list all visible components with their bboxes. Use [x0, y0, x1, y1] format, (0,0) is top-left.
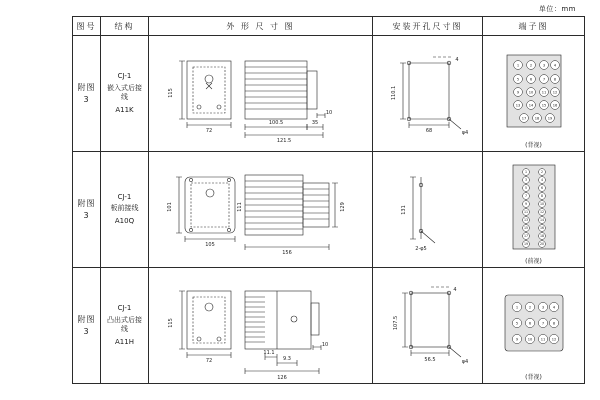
- svg-text:10: 10: [527, 336, 533, 341]
- terminal-svg-2: [483, 153, 585, 267]
- unit-note: 单位：mm: [538, 5, 576, 13]
- svg-text:2: 2: [528, 304, 532, 309]
- svg-text:10: 10: [528, 89, 534, 94]
- header-outline: 外 形 尺 寸 图: [149, 17, 373, 36]
- struct-code2: A11K: [115, 105, 134, 114]
- svg-text:7: 7: [541, 320, 545, 325]
- svg-text:9: 9: [515, 336, 519, 341]
- fig-no-label: 附图 3: [77, 82, 96, 104]
- mount-drawing-1: [373, 37, 482, 151]
- cell-struct: [101, 268, 149, 384]
- table-row: [73, 152, 585, 268]
- svg-text:16: 16: [539, 225, 545, 230]
- svg-text:72: 72: [205, 127, 213, 134]
- mount-drawing-2: [373, 153, 482, 267]
- header-struct: 结构: [101, 17, 149, 36]
- cell-fig-no: [73, 36, 101, 152]
- svg-text:4: 4: [552, 304, 556, 309]
- svg-text:14: 14: [528, 102, 534, 107]
- svg-text:10: 10: [321, 341, 329, 348]
- cell-mount: [373, 152, 483, 268]
- fig-no-label: 附图 3: [77, 314, 96, 336]
- svg-text:6: 6: [529, 76, 533, 81]
- svg-text:9: 9: [516, 89, 520, 94]
- table-body: [73, 36, 585, 384]
- svg-text:10: 10: [539, 201, 545, 206]
- svg-text:19: 19: [523, 241, 529, 246]
- terminal-svg-1: [483, 37, 585, 151]
- cell-terminal: [483, 36, 585, 152]
- struct-zh: 板前接线: [110, 204, 139, 213]
- svg-text:9: 9: [524, 201, 528, 206]
- terminal-drawing-3: [483, 269, 584, 383]
- svg-text:5: 5: [515, 320, 519, 325]
- cell-outline: [149, 36, 373, 152]
- struct-code: CJ-1: [117, 72, 132, 80]
- outline-svg-3: [149, 269, 373, 383]
- svg-text:68: 68: [425, 127, 433, 134]
- outline-svg-1: [149, 37, 373, 151]
- cell-mount: [373, 36, 483, 152]
- svg-text:8: 8: [553, 76, 557, 81]
- terminal-drawing-2: [483, 153, 584, 267]
- svg-text:3: 3: [524, 177, 528, 182]
- svg-text:6: 6: [528, 320, 532, 325]
- svg-text:115: 115: [168, 87, 174, 98]
- svg-text:11: 11: [523, 209, 529, 214]
- svg-text:19: 19: [547, 115, 553, 120]
- svg-text:15: 15: [541, 102, 547, 107]
- svg-text:6: 6: [540, 185, 544, 190]
- svg-text:4: 4: [553, 62, 557, 67]
- struct-code: CJ-1: [117, 304, 132, 312]
- struct-code: CJ-1: [117, 192, 132, 201]
- svg-text:φ4: φ4: [461, 358, 469, 365]
- svg-text:5: 5: [516, 76, 520, 81]
- svg-text:18: 18: [539, 233, 545, 238]
- svg-text:5: 5: [524, 185, 528, 190]
- terminal-caption: (前视): [525, 257, 542, 265]
- svg-text:72: 72: [205, 357, 213, 364]
- terminal-caption: (背视): [525, 373, 542, 381]
- cell-mount: [373, 268, 483, 384]
- svg-text:1: 1: [516, 62, 520, 67]
- svg-text:8: 8: [552, 320, 556, 325]
- svg-text:2: 2: [529, 62, 533, 67]
- outline-svg-2: [149, 153, 373, 267]
- svg-text:13: 13: [515, 102, 521, 107]
- outline-drawing-2: [149, 153, 372, 267]
- svg-text:3: 3: [542, 62, 546, 67]
- svg-text:11: 11: [540, 336, 546, 341]
- svg-text:10: 10: [325, 109, 333, 116]
- cell-struct: [101, 152, 149, 268]
- cell-fig-no: [73, 268, 101, 384]
- outline-drawing-3: [149, 269, 372, 383]
- spec-table: [72, 16, 585, 384]
- mount-svg-1: [373, 37, 483, 151]
- struct-info: [101, 302, 148, 349]
- terminal-caption: (背视): [525, 141, 542, 149]
- svg-text:105: 105: [205, 241, 215, 248]
- struct-code2: A10Q: [114, 216, 135, 225]
- table-row: [73, 268, 585, 384]
- header-terminal: 端子图: [483, 17, 585, 36]
- mount-svg-2: [373, 153, 483, 267]
- svg-text:12: 12: [551, 336, 557, 341]
- svg-text:4: 4: [455, 56, 459, 63]
- outline-drawing-1: [149, 37, 372, 151]
- table-head: [73, 17, 585, 36]
- struct-code2: A11H: [115, 337, 134, 346]
- svg-text:110.1: 110.1: [391, 85, 397, 100]
- svg-text:14: 14: [539, 217, 545, 222]
- cell-terminal: [483, 268, 585, 384]
- cell-outline: [149, 152, 373, 268]
- struct-zh: 嵌入式后接线: [107, 83, 142, 101]
- svg-text:15: 15: [523, 225, 529, 230]
- fig-no-label: 附图 3: [77, 198, 96, 220]
- struct-info: [101, 70, 148, 117]
- svg-text:2: 2: [540, 169, 544, 174]
- svg-text:1: 1: [515, 304, 519, 309]
- svg-text:121.5: 121.5: [276, 137, 292, 144]
- svg-text:100.5: 100.5: [268, 119, 284, 126]
- mount-drawing-3: [373, 269, 482, 383]
- cell-outline: [149, 268, 373, 384]
- svg-text:56.5: 56.5: [424, 356, 436, 363]
- svg-text:4: 4: [540, 177, 544, 182]
- svg-text:17: 17: [521, 115, 527, 120]
- svg-text:φ4: φ4: [461, 129, 469, 136]
- cell-fig-no: [73, 152, 101, 268]
- header-fig-no: 图号: [73, 17, 101, 36]
- svg-text:18: 18: [534, 115, 540, 120]
- svg-text:7: 7: [524, 193, 528, 198]
- svg-text:20: 20: [539, 241, 545, 246]
- svg-text:101: 101: [167, 201, 173, 212]
- svg-text:17: 17: [523, 233, 529, 238]
- svg-text:2-φ5: 2-φ5: [415, 245, 427, 252]
- svg-text:8: 8: [540, 193, 544, 198]
- svg-text:12: 12: [552, 89, 558, 94]
- svg-text:111: 111: [237, 201, 243, 212]
- struct-zh: 凸出式后接线: [107, 315, 142, 333]
- svg-text:11: 11: [541, 89, 547, 94]
- svg-text:11.1: 11.1: [263, 349, 275, 356]
- svg-text:131: 131: [401, 204, 407, 215]
- terminal-drawing-1: [483, 37, 584, 151]
- terminal-svg-3: [483, 269, 585, 383]
- svg-text:4: 4: [453, 286, 457, 293]
- svg-text:115: 115: [168, 317, 174, 328]
- svg-text:107.5: 107.5: [393, 315, 399, 330]
- svg-text:35: 35: [311, 119, 319, 126]
- mount-svg-3: [373, 269, 483, 383]
- svg-text:3: 3: [541, 304, 545, 309]
- svg-text:126: 126: [277, 374, 287, 381]
- svg-text:12: 12: [539, 209, 545, 214]
- svg-text:129: 129: [340, 201, 346, 212]
- cell-terminal: [483, 152, 585, 268]
- header-mount: 安装开孔尺寸图: [373, 17, 483, 36]
- svg-text:156: 156: [282, 249, 292, 256]
- header-row: [73, 17, 585, 36]
- svg-text:16: 16: [552, 102, 558, 107]
- svg-text:7: 7: [542, 76, 546, 81]
- struct-info: [101, 191, 148, 229]
- svg-text:9.3: 9.3: [283, 355, 291, 362]
- cell-struct: [101, 36, 149, 152]
- svg-text:1: 1: [524, 169, 528, 174]
- svg-text:13: 13: [523, 217, 529, 222]
- table-row: [73, 36, 585, 152]
